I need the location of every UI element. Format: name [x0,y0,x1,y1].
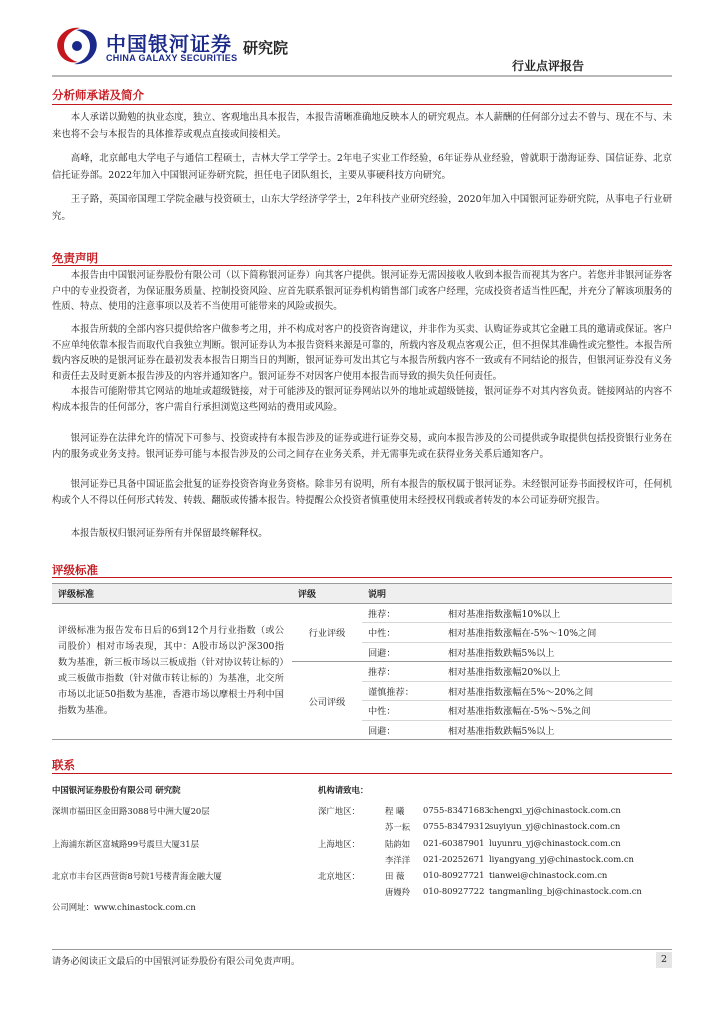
contact-name: 李洋洋 [385,855,411,865]
contact-email[interactable]: liyangyang_yj@chinastock.com.cn [489,854,634,864]
contact-name: 苏一耘 [385,822,411,832]
contact-sales-title: 机构请致电： [318,785,369,795]
disclaimer-paragraph: 本报告所载的全部内容只提供给客户做参考之用，并不构成对客户的投资咨询建议，并非作为买卖、认购证券或其它金融工具的邀请或保证。客户不应单纯依靠本报告而取代自我独立判断。银河证券认为本报告资料来源是可靠的，所载内容及观点客观公正，但不担保其准确性或完整性。本报告所载内容反映的是银河证券在最初发表本报告日期当日的判断，银河证券可发出其它与本报告所载内容不一致或有不同结论的报告，但银河证券没有义务和责任去及时更新本报告涉及的内容并通知客户。银河证券不对因客户使用本报告而导致的损失负任何责任。 [52,324,672,382]
address-beijing: 北京市丰台区西营街8号院1号楼青海金融大厦 [52,871,222,881]
contact-name: 唐嫚羚 [385,887,411,897]
contact-phone: 010-80927722 [423,886,485,896]
logo-company-name: 中国银河证券 [106,32,232,56]
rating-meaning: 相对基准指数涨幅在-5%～10%之间 [442,623,672,643]
analyst-commitment-paragraph: 本人承诺以勤勉的执业态度，独立、客观地出具本报告，本报告清晰准确地反映本人的研究观点。本人薪酬的任何部分过去不曾与、现在不与、未来也将不会与本报告的具体推荐或观点直接或间接相关。 [52,112,672,140]
disclaimer-paragraph: 本报告版权归银河证券所有并保留最终解释权。 [70,528,268,539]
rating-section-title: 评级标准 [52,563,98,577]
rating-meaning: 相对基准指数涨幅10%以上 [442,603,672,623]
region-label: 深广地区： [318,806,360,816]
table-row [52,603,672,623]
region-label: 北京地区： [318,871,360,881]
analyst-section-title: 分析师承诺及简介 [52,88,144,102]
header-divider [52,75,672,77]
column-header: 评级标准 [52,584,292,604]
contact-phone: 010-80927721 [423,870,485,880]
analyst-bio-gaofeng: 高峰，北京邮电大学电子与通信工程硕士，吉林大学工学学士。2年电子实业工作经验，6年证券从业经验，曾就职于渤海证券、国信证券、北京信托证券部。2022年加入中国银河证券研究院，担任电子团队组长，主要从事硬科技方向研究。 [52,153,672,181]
contact-email[interactable]: tangmanling_bj@chinastock.com.cn [489,886,642,896]
contact-company: 中国银河证券股份有限公司 研究院 [52,785,181,795]
contact-email[interactable]: suyiyun_yj@chinastock.com.cn [489,821,621,831]
contact-email[interactable]: chengxi_yj@chinastock.com.cn [489,805,621,815]
report-type-label: 行业点评报告 [511,59,584,73]
analyst-bio-wangzilu: 王子路，英国帝国理工学院金融与投资硕士，山东大学经济学学士，2年科技产业研究经验，2020年加入中国银河证券研究院，从事电子行业研究。 [52,194,672,222]
analyst-section-divider [52,104,672,105]
rating-section-divider [52,577,672,578]
contact-phone: 0755-83479312 [423,821,490,831]
contact-phone: 0755-83471683 [423,805,490,815]
company-website[interactable]: 公司网址：www.chinastock.com.cn [52,902,196,912]
rating-level: 中性： [362,701,442,721]
contact-email[interactable]: luyunru_yj@chinastock.com.cn [489,838,621,848]
rating-description: 评级标准为报告发布日后的6到12个月行业指数（或公司股价）相对市场表现，其中：A股市场以沪深300指数为基准，新三板市场以三板成指（针对协议转让标的）或三板做市指数（针对做市转让标的）为基准，北交所市场以北证50指数为基准，香港市场以摩根士丹利中国指数为基准。 [52,603,292,740]
rating-level: 中性： [362,623,442,643]
rating-meaning: 相对基准指数跌幅5%以上 [442,720,672,740]
disclaimer-section-divider [52,265,672,266]
rating-level: 谨慎推荐： [362,681,442,701]
rating-level: 推荐： [362,603,442,623]
disclaimer-paragraph: 本报告由中国银河证券股份有限公司（以下简称银河证券）向其客户提供。银河证券无需因接收人收到本报告而视其为客户。若您并非银河证券客户中的专业投资者，为保证服务质量、控制投资风险、应首先联系银河证券机构销售部门或客户经理，完成投资者适当性匹配，并充分了解该项服务的性质、特点、使用的注意事项以及若不当使用可能带来的风险或损失。 [52,270,672,312]
column-header: 评级 [292,584,362,604]
contact-name: 田 薇 [385,871,405,881]
contact-name: 陆韵如 [385,839,411,849]
page-number: 2 [656,952,672,968]
rating-meaning: 相对基准指数涨幅在5%～20%之间 [442,681,672,701]
rating-meaning: 相对基准指数跌幅5%以上 [442,642,672,662]
industry-rating-group: 行业评级 [292,603,362,662]
disclaimer-paragraph: 银河证券在法律允许的情况下可参与、投资或持有本报告涉及的证券或进行证券交易，或向本报告涉及的公司提供或争取提供包括投资银行业务在内的服务或业务支持。银河证券可能与本报告涉及的公司之间存在业务关系，并无需事先或在获得业务关系后通知客户。 [52,433,672,460]
logo-company-name-en: CHINA GALAXY SECURITIES [106,53,238,63]
contact-section-divider [52,773,672,774]
company-logo-icon [52,24,102,68]
company-rating-group: 公司评级 [292,662,362,740]
region-label: 上海地区： [318,839,360,849]
disclaimer-paragraph: 银河证券已具备中国证监会批复的证券投资咨询业务资格。除非另有说明，所有本报告的版权属于银河证券。未经银河证券书面授权许可，任何机构或个人不得以任何形式转发、转载、翻版或传播本报告。特提醒公众投资者慎重使用未经授权刊载或者转发的本公司证券研究报告。 [52,479,672,506]
contact-phone: 021-20252671 [423,854,485,864]
rating-level: 回避： [362,720,442,740]
contact-phone: 021-60387901 [423,838,485,848]
address-shenzhen: 深圳市福田区金田路3088号中洲大厦20层 [52,806,210,816]
rating-meaning: 相对基准指数涨幅20%以上 [442,662,672,682]
logo-institute: 研究院 [243,39,289,57]
contact-name: 程 曦 [385,806,405,816]
rating-level: 回避： [362,642,442,662]
footer-divider [52,949,672,950]
rating-level: 推荐： [362,662,442,682]
disclaimer-section-title: 免责声明 [52,251,98,265]
column-header: 说明 [362,584,672,604]
rating-meaning: 相对基准指数涨幅在-5%～5%之间 [442,701,672,721]
contact-email[interactable]: tianwei@chinastock.com.cn [489,870,608,880]
rating-table [52,583,672,740]
address-shanghai: 上海浦东新区富城路99号震旦大厦31层 [52,839,199,849]
contact-section-title: 联系 [52,758,75,772]
rating-table-header [52,584,672,604]
disclaimer-paragraph: 本报告可能附带其它网站的地址或超级链接，对于可能涉及的银河证券网站以外的地址或超级链接，银河证券不对其内容负责。链接网站的内容不构成本报告的任何部分，客户需自行承担浏览这些网站的费用或风险。 [52,386,672,413]
footer-notice: 请务必阅读正文最后的中国银河证券股份有限公司免责声明。 [52,956,301,967]
